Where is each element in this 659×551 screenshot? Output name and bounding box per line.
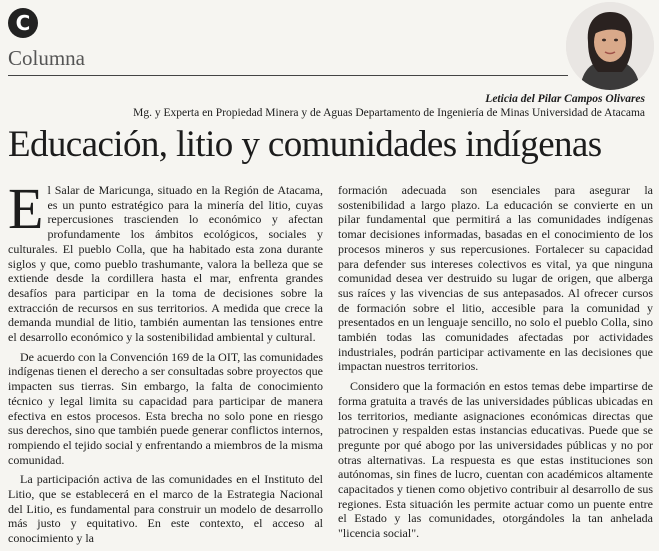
- drop-cap: E: [8, 176, 44, 241]
- article-paragraph: La participación activa de las comunidades en el Instituto del Litio, que se establecerá en el marco de la Estrategia Nacional del Litio, es fundamental para construir un modelo de desarrollo más justo y equitativo. En este contexto, el acceso al conocimiento y la: [8, 472, 323, 546]
- author-portrait-icon: [566, 2, 654, 90]
- paragraph-text: l Salar de Maricunga, situado en la Región de Atacama, es un punto estratégico para la minería del litio, cuyas repercusiones trascienden lo económico y afectan profundamente los ámbitos ecológicos, sociales y culturales. El pueblo Colla, que ha habitado esta zona durante siglos y que, como pueblo trashumante, valora la belleza que se extiende desde la cordillera hasta el mar, enfrenta grandes desafíos para participar en la toma de decisiones sobre la extracción de recursos en sus territorios. A medida que crece la demanda mundial de litio, también aumentan las tensiones entre el desarrollo económico y la sostenibilidad ambiental y cultural.: [8, 183, 323, 345]
- section-rule: [8, 75, 568, 76]
- headline: Educación, litio y comunidades indígenas: [8, 124, 602, 165]
- column-badge: C: [8, 8, 38, 38]
- article-column-2: [338, 183, 653, 546]
- article-column-1: [8, 176, 323, 551]
- article-paragraph: De acuerdo con la Convención 169 de la OIT, las comunidades indígenas tienen el derecho a ser consultadas sobre proyectos que impacten sus tierras. Sin embargo, la falta de conocimiento técnico y legal limita su capacidad para participar de manera efectiva en estos procesos. Esta brecha no solo pone en riesgo sus derechos, sino que también puede generar conflictos internos, rompiendo el tejido social y enfrentando a miembros de la misma comunidad.: [8, 349, 323, 467]
- article-paragraph: formación adecuada son esenciales para asegurar la sostenibilidad a largo plazo. La educación se convierte en un pilar fundamental que permitirá a las comunidades indígenas tomar decisiones informadas, basadas en el conocimiento de los procesos mineros y sus repercusiones. Fortalecer su capacidad para defender sus intereses colectivos es vital, ya que ninguna comunidad desea ver destruido su lugar de origen, que alberga sus raíces y las vivencias de sus antepasados. Al ofrecer cursos de formación sobre el litio, accesible para la comunidad y presentados en un lenguaje sencillo, no solo el pueblo Colla, sino también todas las comunidades afectadas por actividades industriales, podrán participar activamente en las decisiones que impactan nuestros territorios.: [338, 183, 653, 374]
- section-label: Columna: [8, 46, 85, 70]
- author-affiliation: Mg. y Experta en Propiedad Minera y de Aguas Departamento de Ingeniería de Minas Universidad de Atacama: [133, 107, 645, 119]
- article-paragraph: Considero que la formación en estos temas debe impartirse de forma gratuita a través de las universidades públicas ubicadas en los territorios, mediante asignaciones económicas directas que patrocinen y respalden estas instancias educativas. Puede que se pregunte por qué abogo por las universidades públicas y no por otras alternativas. La respuesta es que estas instituciones son autónomas, sin fines de lucro, cuentan con académicos altamente capacitados y tienen como objetivo contribuir al desarrollo de sus regiones. Esta situación les permite actuar como un puente entre el Estado y las comunidades, otorgándoles la tan anhelada "licencia social".: [338, 379, 653, 541]
- author-name: Leticia del Pilar Campos Olivares: [485, 93, 645, 105]
- author-photo: [566, 2, 654, 90]
- article-paragraph: [8, 176, 323, 345]
